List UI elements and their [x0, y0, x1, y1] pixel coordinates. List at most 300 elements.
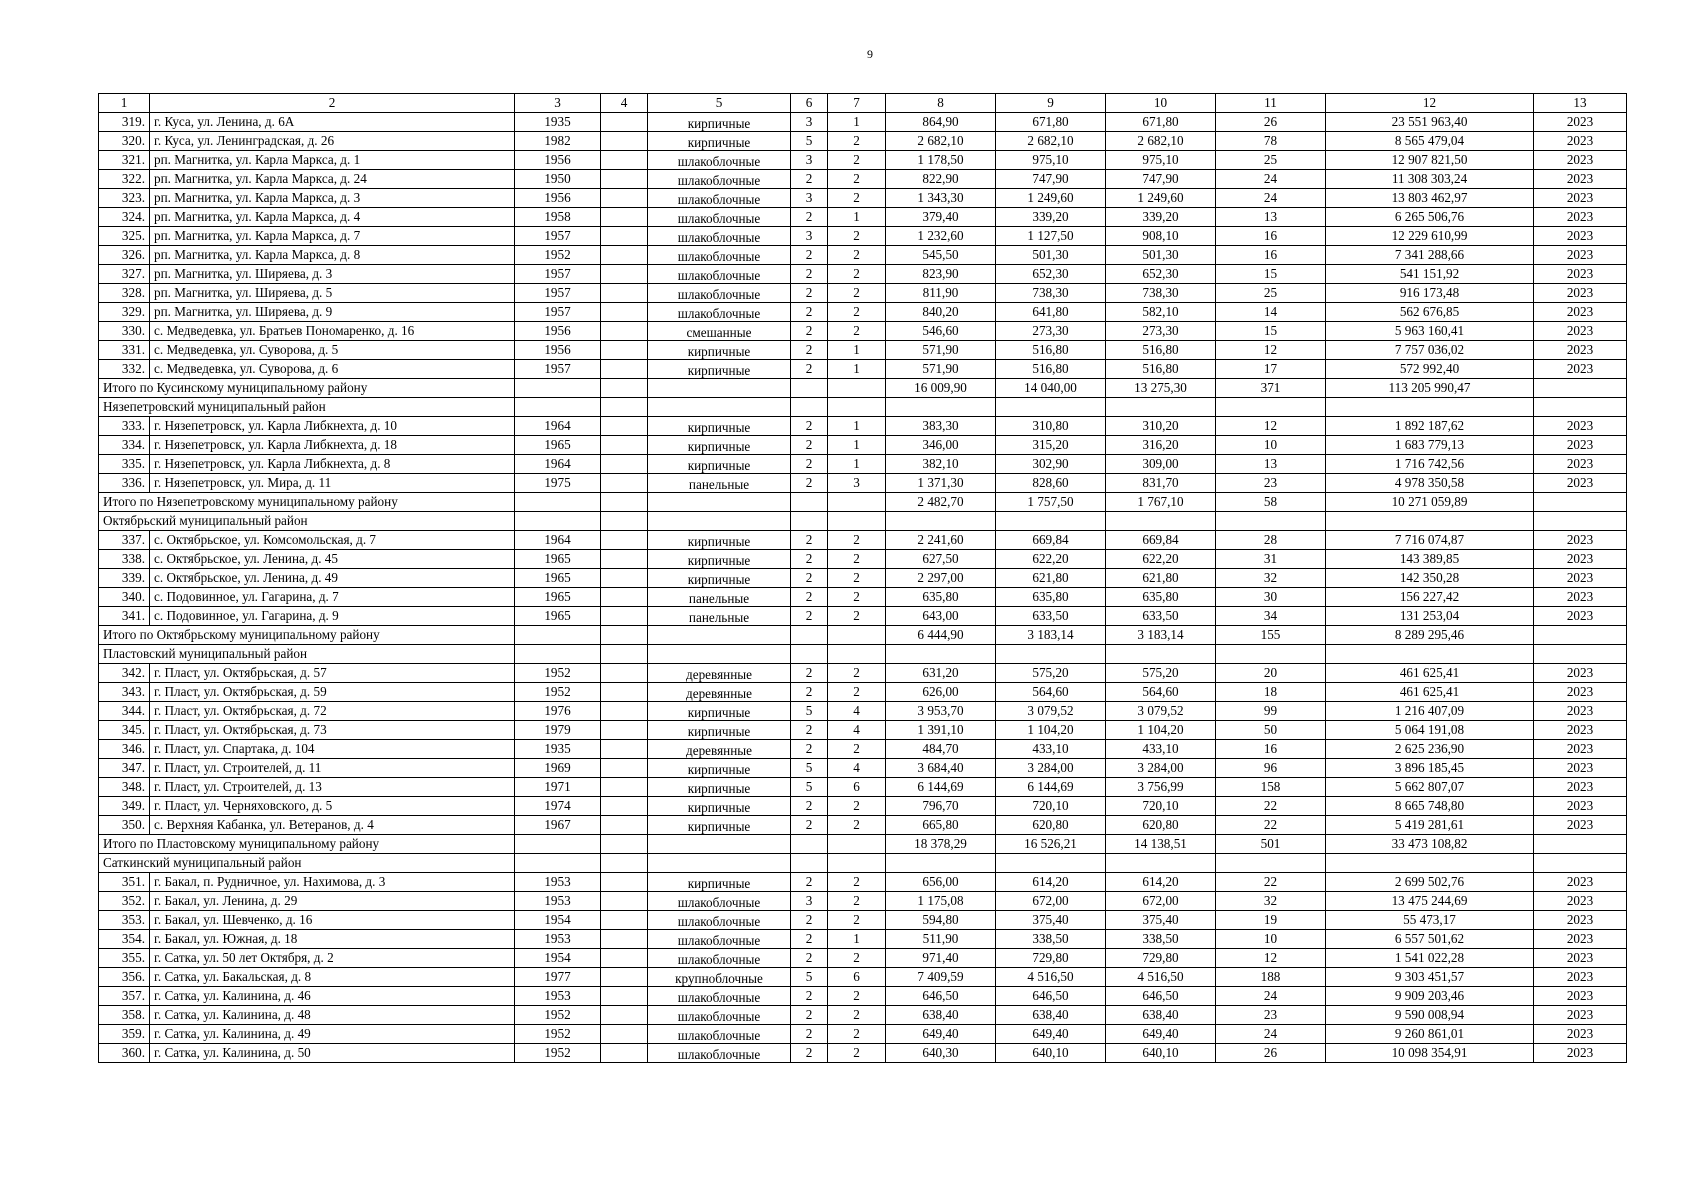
material-cell: кирпичные — [648, 113, 791, 132]
residents-cell: 12 — [1216, 417, 1326, 436]
empty-cell — [1534, 854, 1627, 873]
floors-cell: 2 — [791, 208, 828, 227]
year-cell: 1964 — [515, 455, 601, 474]
empty-cell — [515, 512, 601, 531]
residents-cell: 22 — [1216, 816, 1326, 835]
area-living-cell: 433,10 — [996, 740, 1106, 759]
empty-cell — [515, 854, 601, 873]
area-living-cell: 339,20 — [996, 208, 1106, 227]
material-cell: кирпичные — [648, 417, 791, 436]
row-number: 356. — [99, 968, 150, 987]
cost-cell: 4 978 350,58 — [1326, 474, 1534, 493]
material-cell: кирпичные — [648, 531, 791, 550]
empty-cell — [1326, 854, 1534, 873]
table-row — [99, 740, 1627, 759]
area-living-cell: 828,60 — [996, 474, 1106, 493]
area-residential-cell: 672,00 — [1106, 892, 1216, 911]
year-cell: 1935 — [515, 113, 601, 132]
row-number: 334. — [99, 436, 150, 455]
floors-cell: 2 — [791, 873, 828, 892]
empty-cell — [886, 854, 996, 873]
empty-cell — [791, 854, 828, 873]
area-residential-cell: 831,70 — [1106, 474, 1216, 493]
floors-cell: 2 — [791, 1006, 828, 1025]
residents-cell: 19 — [1216, 911, 1326, 930]
row-number: 333. — [99, 417, 150, 436]
year-cell: 1956 — [515, 322, 601, 341]
area-living-cell: 516,80 — [996, 341, 1106, 360]
row-number: 323. — [99, 189, 150, 208]
empty-cell — [648, 398, 791, 417]
table-row — [99, 170, 1627, 189]
residents-cell: 25 — [1216, 151, 1326, 170]
cost-cell: 6 265 506,76 — [1326, 208, 1534, 227]
cost-cell: 2 699 502,76 — [1326, 873, 1534, 892]
column-4-cell — [601, 208, 648, 227]
column-4-cell — [601, 531, 648, 550]
entrances-cell: 2 — [828, 1006, 886, 1025]
table-row — [99, 284, 1627, 303]
total-cost: 33 473 108,82 — [1326, 835, 1534, 854]
floors-cell: 3 — [791, 151, 828, 170]
area-total-cell: 484,70 — [886, 740, 996, 759]
deadline-cell: 2023 — [1534, 113, 1627, 132]
empty-cell — [996, 645, 1106, 664]
row-number: 347. — [99, 759, 150, 778]
column-4-cell — [601, 474, 648, 493]
area-residential-cell: 669,84 — [1106, 531, 1216, 550]
year-cell: 1957 — [515, 227, 601, 246]
deadline-cell: 2023 — [1534, 436, 1627, 455]
area-residential-cell: 652,30 — [1106, 265, 1216, 284]
entrances-cell: 2 — [828, 607, 886, 626]
address-cell: с. Подовинное, ул. Гагарина, д. 9 — [150, 607, 515, 626]
floors-cell: 5 — [791, 702, 828, 721]
row-number: 345. — [99, 721, 150, 740]
table-row — [99, 455, 1627, 474]
area-total-cell: 635,80 — [886, 588, 996, 607]
column-4-cell — [601, 892, 648, 911]
column-4-cell — [601, 987, 648, 1006]
residents-cell: 12 — [1216, 341, 1326, 360]
table-row — [99, 189, 1627, 208]
cost-cell: 572 992,40 — [1326, 360, 1534, 379]
row-number: 343. — [99, 683, 150, 702]
area-residential-cell: 516,80 — [1106, 341, 1216, 360]
area-residential-cell: 4 516,50 — [1106, 968, 1216, 987]
area-total-cell: 1 175,08 — [886, 892, 996, 911]
row-number: 328. — [99, 284, 150, 303]
area-residential-cell: 516,80 — [1106, 360, 1216, 379]
cost-cell: 13 475 244,69 — [1326, 892, 1534, 911]
district-header-row — [99, 645, 1627, 664]
residents-cell: 26 — [1216, 1044, 1326, 1063]
empty-cell — [1216, 645, 1326, 664]
area-residential-cell: 640,10 — [1106, 1044, 1216, 1063]
floors-cell: 2 — [791, 474, 828, 493]
table-row — [99, 968, 1627, 987]
floors-cell: 5 — [791, 759, 828, 778]
empty-cell — [791, 835, 828, 854]
material-cell: кирпичные — [648, 873, 791, 892]
area-total-cell: 594,80 — [886, 911, 996, 930]
floors-cell: 2 — [791, 797, 828, 816]
column-4-cell — [601, 607, 648, 626]
area-living-cell: 375,40 — [996, 911, 1106, 930]
area-residential-cell: 309,00 — [1106, 455, 1216, 474]
residents-cell: 10 — [1216, 930, 1326, 949]
area-living-cell: 638,40 — [996, 1006, 1106, 1025]
table-row — [99, 759, 1627, 778]
district-name: Нязепетровский муниципальный район — [99, 398, 515, 417]
empty-cell — [648, 835, 791, 854]
column-4-cell — [601, 284, 648, 303]
row-number: 339. — [99, 569, 150, 588]
cost-cell: 1 716 742,56 — [1326, 455, 1534, 474]
deadline-cell: 2023 — [1534, 341, 1627, 360]
deadline-cell: 2023 — [1534, 683, 1627, 702]
year-cell: 1964 — [515, 531, 601, 550]
cost-cell: 7 757 036,02 — [1326, 341, 1534, 360]
material-cell: кирпичные — [648, 455, 791, 474]
address-cell: г. Бакал, п. Рудничное, ул. Нахимова, д. 3 — [150, 873, 515, 892]
column-4-cell — [601, 455, 648, 474]
area-living-cell: 669,84 — [996, 531, 1106, 550]
entrances-cell: 4 — [828, 759, 886, 778]
total-area-living: 3 183,14 — [996, 626, 1106, 645]
area-residential-cell: 582,10 — [1106, 303, 1216, 322]
cost-cell: 12 907 821,50 — [1326, 151, 1534, 170]
column-header-1: 1 — [99, 94, 150, 113]
area-total-cell: 3 684,40 — [886, 759, 996, 778]
empty-cell — [996, 854, 1106, 873]
material-cell: шлакоблочные — [648, 1044, 791, 1063]
material-cell: крупноблочные — [648, 968, 791, 987]
entrances-cell: 4 — [828, 702, 886, 721]
area-total-cell: 649,40 — [886, 1025, 996, 1044]
cost-cell: 9 590 008,94 — [1326, 1006, 1534, 1025]
address-cell: г. Бакал, ул. Ленина, д. 29 — [150, 892, 515, 911]
material-cell: деревянные — [648, 664, 791, 683]
area-residential-cell: 375,40 — [1106, 911, 1216, 930]
column-header-13: 13 — [1534, 94, 1627, 113]
address-cell: г. Сатка, ул. Бакальская, д. 8 — [150, 968, 515, 987]
total-label: Итого по Нязепетровскому муниципальному району — [99, 493, 515, 512]
empty-cell — [601, 379, 648, 398]
empty-cell — [515, 835, 601, 854]
row-number: 321. — [99, 151, 150, 170]
cost-cell: 562 676,85 — [1326, 303, 1534, 322]
column-4-cell — [601, 569, 648, 588]
empty-cell — [1534, 379, 1627, 398]
address-cell: с. Медведевка, ул. Суворова, д. 6 — [150, 360, 515, 379]
column-header-9: 9 — [996, 94, 1106, 113]
cost-cell: 1 216 407,09 — [1326, 702, 1534, 721]
column-4-cell — [601, 721, 648, 740]
total-cost: 8 289 295,46 — [1326, 626, 1534, 645]
column-4-cell — [601, 797, 648, 816]
deadline-cell: 2023 — [1534, 721, 1627, 740]
empty-cell — [1216, 398, 1326, 417]
material-cell: шлакоблочные — [648, 1025, 791, 1044]
cost-cell: 10 098 354,91 — [1326, 1044, 1534, 1063]
area-total-cell: 2 682,10 — [886, 132, 996, 151]
residents-cell: 50 — [1216, 721, 1326, 740]
year-cell: 1956 — [515, 151, 601, 170]
floors-cell: 2 — [791, 987, 828, 1006]
entrances-cell: 2 — [828, 911, 886, 930]
address-cell: с. Октябрьское, ул. Комсомольская, д. 7 — [150, 531, 515, 550]
cost-cell: 12 229 610,99 — [1326, 227, 1534, 246]
area-total-cell: 3 953,70 — [886, 702, 996, 721]
total-residents: 501 — [1216, 835, 1326, 854]
deadline-cell: 2023 — [1534, 455, 1627, 474]
entrances-cell: 1 — [828, 113, 886, 132]
row-number: 355. — [99, 949, 150, 968]
entrances-cell: 1 — [828, 436, 886, 455]
entrances-cell: 2 — [828, 588, 886, 607]
area-total-cell: 571,90 — [886, 360, 996, 379]
row-number: 332. — [99, 360, 150, 379]
entrances-cell: 2 — [828, 132, 886, 151]
area-living-cell: 641,80 — [996, 303, 1106, 322]
area-living-cell: 516,80 — [996, 360, 1106, 379]
entrances-cell: 2 — [828, 987, 886, 1006]
address-cell: г. Пласт, ул. Строителей, д. 13 — [150, 778, 515, 797]
address-cell: г. Куса, ул. Ленинградская, д. 26 — [150, 132, 515, 151]
cost-cell: 541 151,92 — [1326, 265, 1534, 284]
area-total-cell: 638,40 — [886, 1006, 996, 1025]
deadline-cell: 2023 — [1534, 474, 1627, 493]
area-total-cell: 511,90 — [886, 930, 996, 949]
year-cell: 1965 — [515, 550, 601, 569]
material-cell: шлакоблочные — [648, 227, 791, 246]
area-total-cell: 640,30 — [886, 1044, 996, 1063]
table-header-row — [99, 94, 1627, 113]
area-residential-cell: 339,20 — [1106, 208, 1216, 227]
empty-cell — [648, 493, 791, 512]
area-total-cell: 1 178,50 — [886, 151, 996, 170]
area-residential-cell: 433,10 — [1106, 740, 1216, 759]
cost-cell: 142 350,28 — [1326, 569, 1534, 588]
empty-cell — [601, 626, 648, 645]
area-total-cell: 646,50 — [886, 987, 996, 1006]
entrances-cell: 2 — [828, 322, 886, 341]
cost-cell: 5 419 281,61 — [1326, 816, 1534, 835]
row-number: 354. — [99, 930, 150, 949]
area-total-cell: 823,90 — [886, 265, 996, 284]
material-cell: шлакоблочные — [648, 170, 791, 189]
year-cell: 1958 — [515, 208, 601, 227]
row-number: 338. — [99, 550, 150, 569]
floors-cell: 2 — [791, 740, 828, 759]
empty-cell — [886, 512, 996, 531]
district-total-row — [99, 379, 1627, 398]
cost-cell: 461 625,41 — [1326, 683, 1534, 702]
residents-cell: 28 — [1216, 531, 1326, 550]
deadline-cell: 2023 — [1534, 873, 1627, 892]
deadline-cell: 2023 — [1534, 208, 1627, 227]
empty-cell — [1534, 398, 1627, 417]
area-residential-cell: 1 249,60 — [1106, 189, 1216, 208]
deadline-cell: 2023 — [1534, 797, 1627, 816]
empty-cell — [791, 398, 828, 417]
total-area-total: 6 444,90 — [886, 626, 996, 645]
floors-cell: 2 — [791, 341, 828, 360]
table-row — [99, 531, 1627, 550]
deadline-cell: 2023 — [1534, 702, 1627, 721]
table-row — [99, 132, 1627, 151]
entrances-cell: 2 — [828, 227, 886, 246]
residents-cell: 15 — [1216, 322, 1326, 341]
material-cell: смешанные — [648, 322, 791, 341]
material-cell: кирпичные — [648, 759, 791, 778]
district-total-row — [99, 626, 1627, 645]
table-row — [99, 930, 1627, 949]
column-4-cell — [601, 170, 648, 189]
table-row — [99, 113, 1627, 132]
floors-cell: 2 — [791, 816, 828, 835]
table-row — [99, 151, 1627, 170]
row-number: 359. — [99, 1025, 150, 1044]
cost-cell: 1 541 022,28 — [1326, 949, 1534, 968]
table-row — [99, 569, 1627, 588]
floors-cell: 2 — [791, 284, 828, 303]
district-name: Пластовский муниципальный район — [99, 645, 515, 664]
column-header-10: 10 — [1106, 94, 1216, 113]
residents-cell: 24 — [1216, 189, 1326, 208]
deadline-cell: 2023 — [1534, 360, 1627, 379]
area-total-cell: 971,40 — [886, 949, 996, 968]
entrances-cell: 2 — [828, 531, 886, 550]
area-residential-cell: 635,80 — [1106, 588, 1216, 607]
floors-cell: 2 — [791, 170, 828, 189]
column-4-cell — [601, 968, 648, 987]
address-cell: г. Сатка, ул. Калинина, д. 46 — [150, 987, 515, 1006]
year-cell: 1957 — [515, 265, 601, 284]
deadline-cell: 2023 — [1534, 778, 1627, 797]
area-total-cell: 383,30 — [886, 417, 996, 436]
empty-cell — [791, 512, 828, 531]
table-row — [99, 607, 1627, 626]
empty-cell — [601, 398, 648, 417]
entrances-cell: 2 — [828, 151, 886, 170]
empty-cell — [1216, 854, 1326, 873]
total-area-residential: 1 767,10 — [1106, 493, 1216, 512]
column-4-cell — [601, 588, 648, 607]
area-residential-cell: 575,20 — [1106, 664, 1216, 683]
row-number: 348. — [99, 778, 150, 797]
year-cell: 1969 — [515, 759, 601, 778]
row-number: 357. — [99, 987, 150, 1006]
residents-cell: 16 — [1216, 740, 1326, 759]
area-total-cell: 665,80 — [886, 816, 996, 835]
column-4-cell — [601, 759, 648, 778]
area-residential-cell: 3 756,99 — [1106, 778, 1216, 797]
entrances-cell: 1 — [828, 208, 886, 227]
year-cell: 1975 — [515, 474, 601, 493]
floors-cell: 2 — [791, 322, 828, 341]
year-cell: 1957 — [515, 284, 601, 303]
year-cell: 1952 — [515, 683, 601, 702]
year-cell: 1971 — [515, 778, 601, 797]
area-residential-cell: 338,50 — [1106, 930, 1216, 949]
residents-cell: 24 — [1216, 170, 1326, 189]
entrances-cell: 2 — [828, 892, 886, 911]
row-number: 336. — [99, 474, 150, 493]
area-residential-cell: 310,20 — [1106, 417, 1216, 436]
residents-cell: 18 — [1216, 683, 1326, 702]
deadline-cell: 2023 — [1534, 550, 1627, 569]
total-area-residential: 14 138,51 — [1106, 835, 1216, 854]
district-name: Октябрьский муниципальный район — [99, 512, 515, 531]
address-cell: г. Пласт, ул. Спартака, д. 104 — [150, 740, 515, 759]
empty-cell — [648, 854, 791, 873]
row-number: 327. — [99, 265, 150, 284]
deadline-cell: 2023 — [1534, 322, 1627, 341]
area-residential-cell: 3 079,52 — [1106, 702, 1216, 721]
floors-cell: 5 — [791, 132, 828, 151]
residents-cell: 23 — [1216, 474, 1326, 493]
year-cell: 1950 — [515, 170, 601, 189]
area-residential-cell: 649,40 — [1106, 1025, 1216, 1044]
column-4-cell — [601, 189, 648, 208]
area-residential-cell: 646,50 — [1106, 987, 1216, 1006]
area-living-cell: 3 284,00 — [996, 759, 1106, 778]
residents-cell: 32 — [1216, 569, 1326, 588]
year-cell: 1979 — [515, 721, 601, 740]
empty-cell — [791, 626, 828, 645]
row-number: 326. — [99, 246, 150, 265]
area-living-cell: 302,90 — [996, 455, 1106, 474]
cost-cell: 461 625,41 — [1326, 664, 1534, 683]
empty-cell — [515, 398, 601, 417]
empty-cell — [1534, 512, 1627, 531]
table-row — [99, 721, 1627, 740]
deadline-cell: 2023 — [1534, 930, 1627, 949]
deadline-cell: 2023 — [1534, 987, 1627, 1006]
deadline-cell: 2023 — [1534, 892, 1627, 911]
empty-cell — [515, 379, 601, 398]
district-total-row — [99, 835, 1627, 854]
deadline-cell: 2023 — [1534, 284, 1627, 303]
column-4-cell — [601, 740, 648, 759]
empty-cell — [828, 512, 886, 531]
area-living-cell: 4 516,50 — [996, 968, 1106, 987]
table-row — [99, 417, 1627, 436]
cost-cell: 1 683 779,13 — [1326, 436, 1534, 455]
year-cell: 1953 — [515, 930, 601, 949]
empty-cell — [828, 493, 886, 512]
deadline-cell: 2023 — [1534, 968, 1627, 987]
deadline-cell: 2023 — [1534, 531, 1627, 550]
entrances-cell: 4 — [828, 721, 886, 740]
row-number: 322. — [99, 170, 150, 189]
floors-cell: 2 — [791, 664, 828, 683]
table-row — [99, 949, 1627, 968]
year-cell: 1965 — [515, 436, 601, 455]
area-living-cell: 622,20 — [996, 550, 1106, 569]
residents-cell: 12 — [1216, 949, 1326, 968]
empty-cell — [791, 493, 828, 512]
area-total-cell: 840,20 — [886, 303, 996, 322]
area-living-cell: 273,30 — [996, 322, 1106, 341]
residents-cell: 16 — [1216, 246, 1326, 265]
address-cell: с. Медведевка, ул. Суворова, д. 5 — [150, 341, 515, 360]
area-living-cell: 315,20 — [996, 436, 1106, 455]
material-cell: шлакоблочные — [648, 911, 791, 930]
cost-cell: 5 662 807,07 — [1326, 778, 1534, 797]
